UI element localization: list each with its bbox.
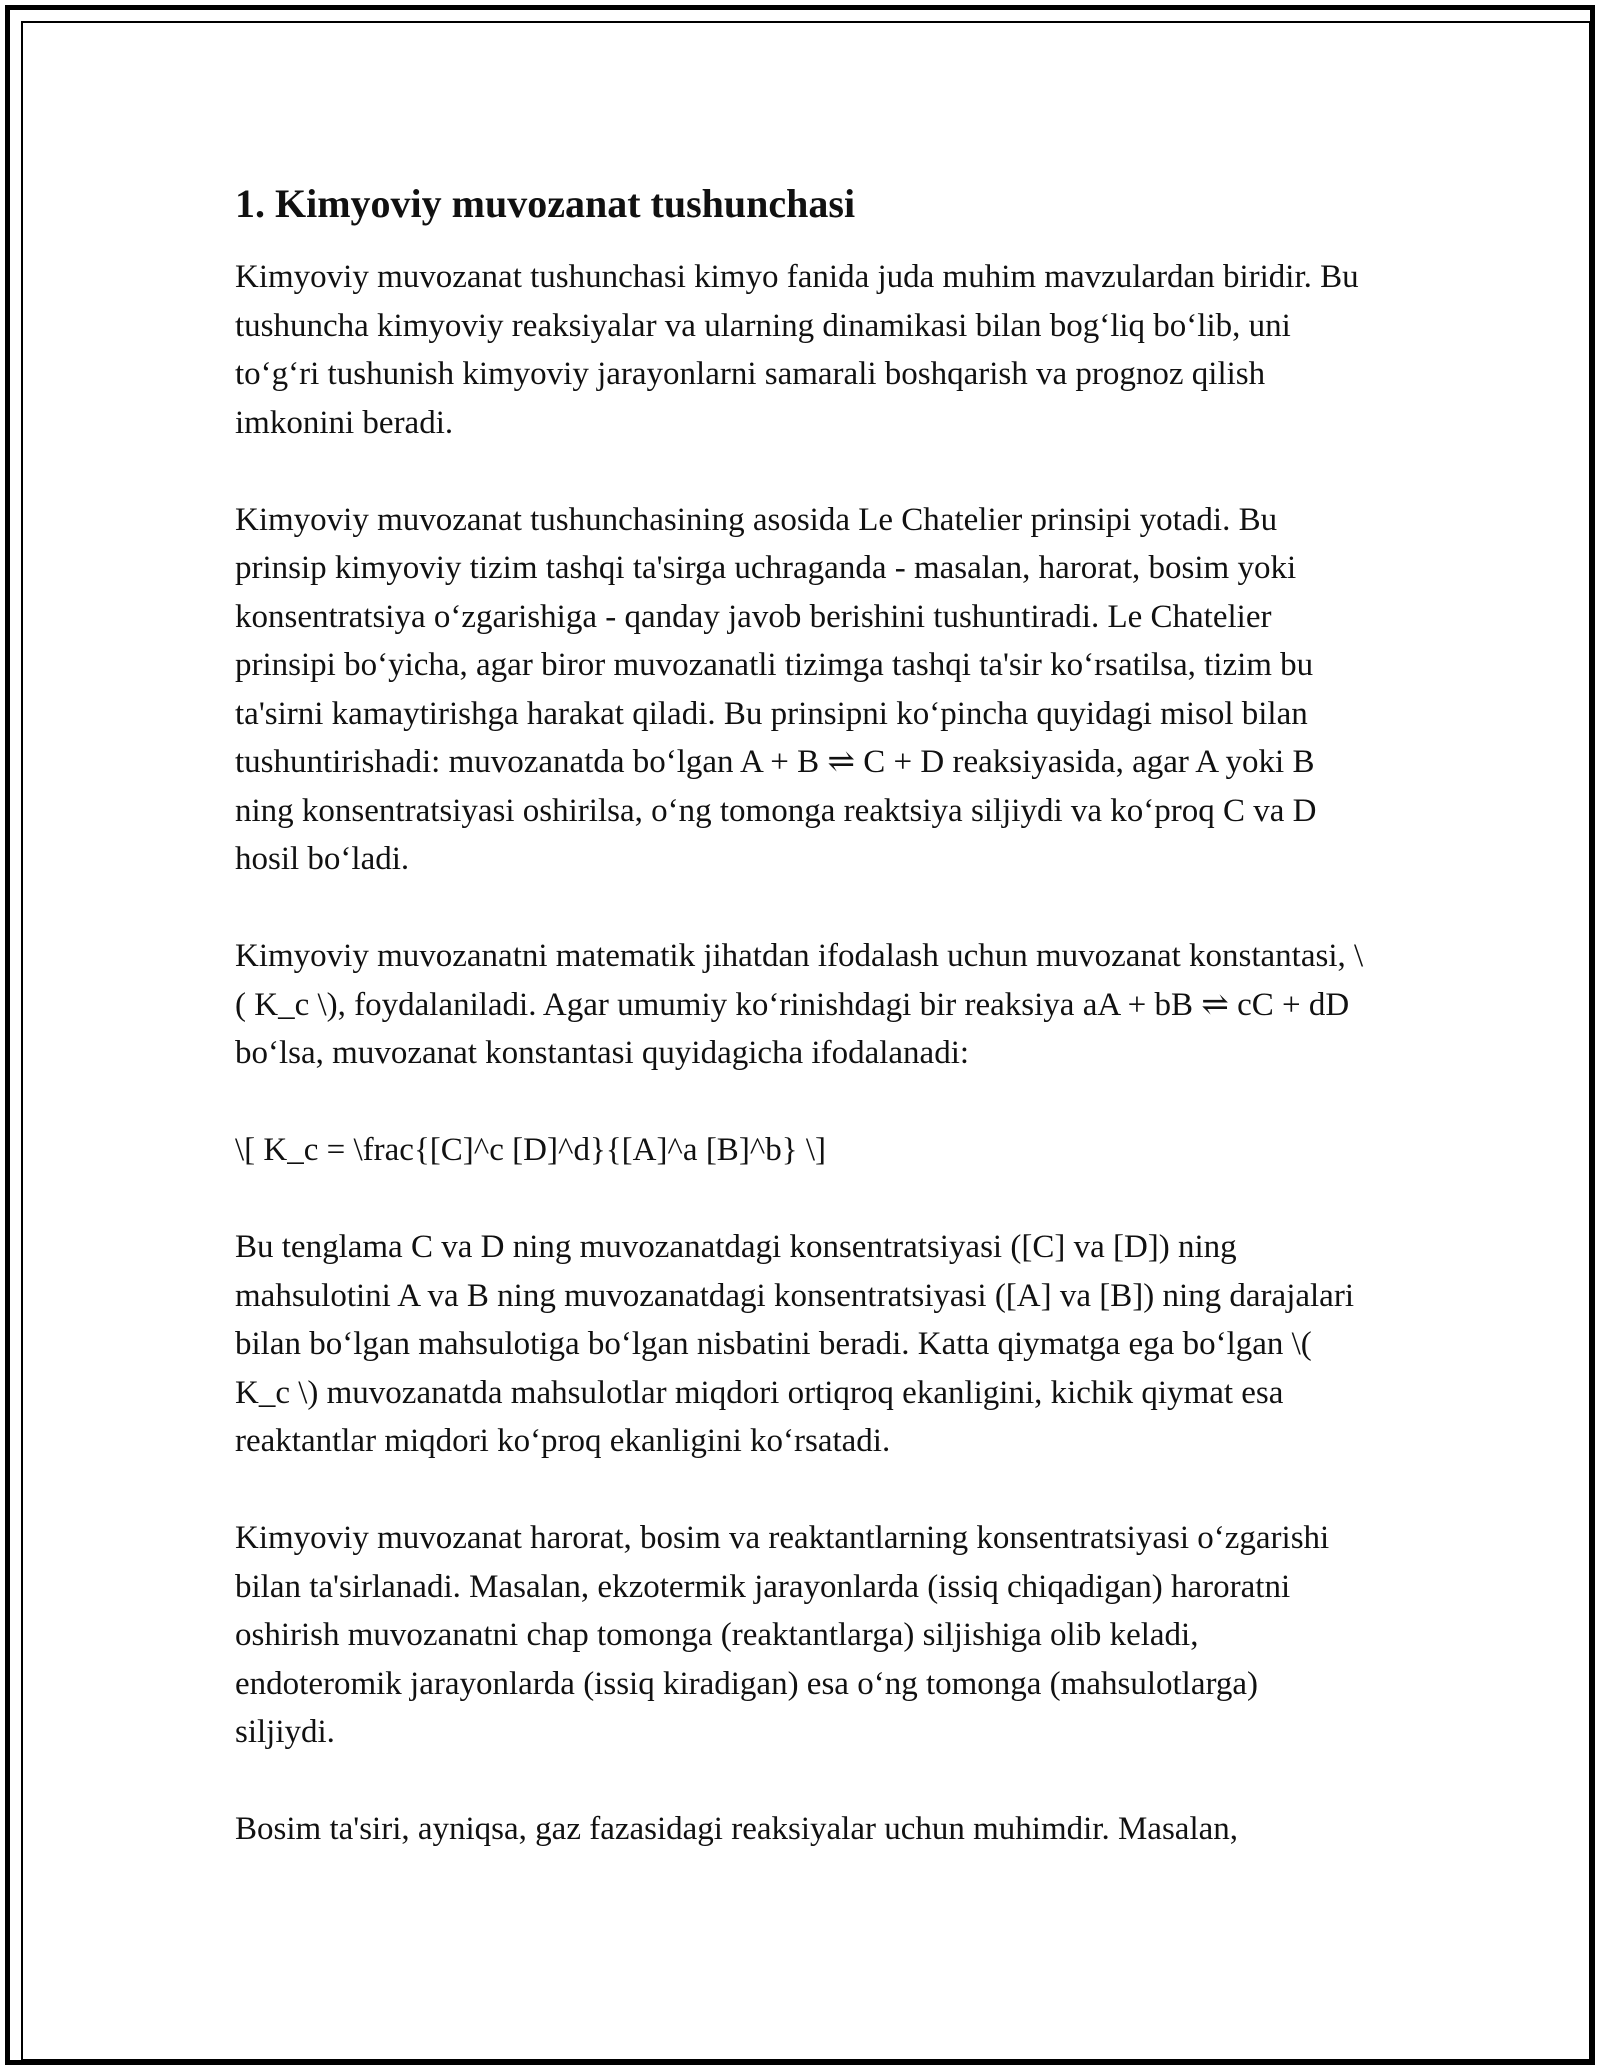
equation-kc: \[ K_c = \frac{[C]^c [D]^d}{[A]^a [B]^b} \] — [235, 1132, 827, 1168]
paragraph-pressure-effect: Bosim ta'siri, ayniqsa, gaz fazasidagi reaksiyalar uchun muhimdir. Masalan, — [235, 1811, 1239, 1847]
section-heading: 1. Kimyoviy muvozanat tushunchasi — [235, 181, 856, 226]
paragraph-equation-explanation: Bu tenglama C va D ning muvozanatdagi konsentratsiyasi ([C] va [D]) ning mahsulotini A va B ning muvozanatdagi konsentratsiyasi ([A] va [B]) ning darajalari bilan bo‘lgan mahsulotiga bo‘lgan nisbatini beradi. Katta qiymatga ega bo‘lgan \( K_c \) muvozanatda mahsulotlar miqdori ortiqroq ekanligini, kichik qiymat esa reaktantlar miqdori ko‘proq ekanligini ko‘rsatadi. — [235, 1229, 1354, 1459]
paragraph-le-chatelier: Kimyoviy muvozanat tushunchasining asosida Le Chatelier prinsipi yotadi. Bu prinsip kimyoviy tizim tashqi ta'sirga uchraganda - masalan, harorat, bosim yoki konsentratsiya o‘zgarishiga - qanday javob berishini tushuntiradi. Le Chatelier prinsipi bo‘yicha, agar biror muvozanatli tizimga tashqi ta'sir ko‘rsatilsa, tizim bu ta'sirni kamaytirishga harakat qiladi. Bu prinsipni ko‘pincha quyidagi misol bilan tushuntirishadi: muvozanatda bo‘lgan A + B ⇌ C + D reaksiyasida, agar A yoki B ning konsentratsiyasi oshirilsa, o‘ng tomonga reaktsiya siljiydi va ko‘proq C va D hosil bo‘ladi. — [235, 501, 1317, 877]
paragraph-temperature-effect: Kimyoviy muvozanat harorat, bosim va reaktantlarning konsentratsiyasi o‘zgarishi bilan ta'sirlanadi. Masalan, ekzotermik jarayonlarda (issiq chiqadigan) haroratni oshirish muvozanatni chap tomonga (reaktantlarga) siljishiga olib keladi, endoteromik jarayonlarda (issiq kiradigan) esa o‘ng tomonga (mahsulotlarga) siljiydi. — [235, 1520, 1330, 1750]
paragraph-intro: Kimyoviy muvozanat tushunchasi kimyo fanida juda muhim mavzulardan biridir. Bu tushuncha kimyoviy reaksiyalar va ularning dinamikasi bilan bog‘liq bo‘lib, uni to‘g‘ri tushunish kimyoviy jarayonlarni samarali boshqarish va prognoz qilish imkonini beradi. — [235, 259, 1359, 441]
paragraph-equilibrium-constant: Kimyoviy muvozanatni matematik jihatdan ifodalash uchun muvozanat konstantasi, \( K_c \), foydalaniladi. Agar umumiy ko‘rinishdagi bir reaksiya aA + bB ⇌ cC + dD bo‘lsa, muvozanat konstantasi quyidagicha ifodalanadi: — [235, 938, 1364, 1071]
document-body — [235, 180, 1365, 1854]
